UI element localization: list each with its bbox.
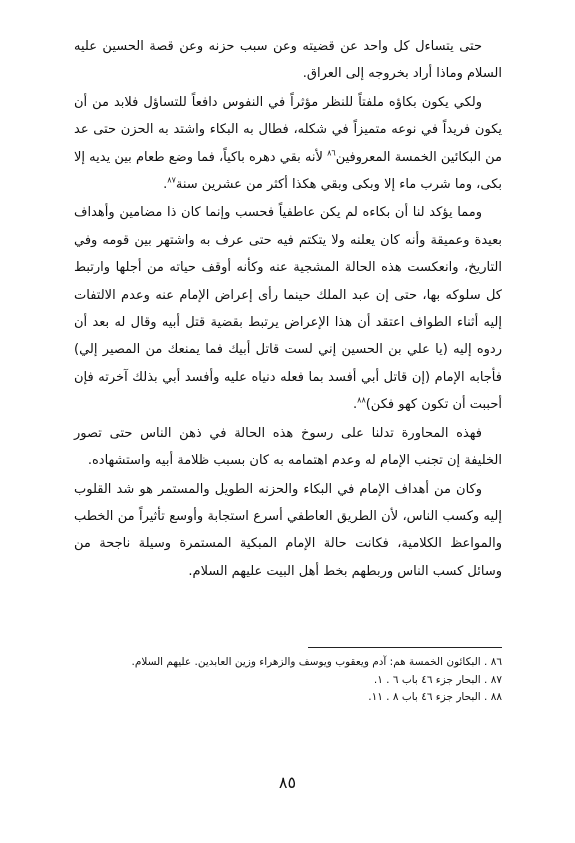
paragraph-5-text: وكان من أهداف الإمام في البكاء والحزنه الطويل والمستمر هو شد القلوب إليه وكسب الناس، لأن الطريق العاطفي أسرع استجابة وأوسع تأثيراً من الخطب والمواعظ الكلامية، فكانت حالة الإمام المبكية المستمرة وسيلة ناجحة من وسائل كسب الناس وربطهم بخط أهل البيت عليهم السلام. [74, 481, 502, 579]
paragraph-2-text-a: ولكي يكون بكاؤه ملفتاً للنظر مؤثراً في النفوس دافعاً للتساؤل فلابد من أن يكون فريداً في نوعه متميزاً في شكله، فطال به البكاء واشتد به الحزن حتى عد من البكائين الخمسة المعروفين [74, 94, 502, 165]
footnote-86: ٨٦ . البكائون الخمسة هم: آدم ويعقوب ويوسف والزهراء وزين العابدين. عليهم السلام. [131, 656, 502, 668]
footnote-separator [308, 647, 502, 648]
footnote-ref-86: ٨٦ [327, 148, 336, 158]
footnote-87: ٨٧ . البحار جزء ٤٦ باب ٦ . ١. [373, 673, 502, 686]
paragraph-3 [74, 199, 502, 418]
body-text [74, 33, 502, 585]
paragraph-5 [74, 476, 502, 586]
paragraph-2 [74, 89, 502, 199]
paragraph-1-text: حتى يتساءل كل واحد عن قضيته وعن سبب حزنه وعن قصة الحسين عليه السلام وماذا أراد بخروجه إلى العراق. [74, 39, 502, 82]
paragraph-4 [74, 420, 502, 475]
paragraph-2-text-b: لأنه بقي دهره باكياً، فما وضع طعام بين يديه إلا بكى، وما شرب ماء إلا وبكى وبقي هكذا أكثر من عشرين سنة [74, 149, 502, 193]
paragraph-2-text-c: . [163, 177, 168, 193]
paragraph-4-text: فهذه المحاورة تدلنا على رسوخ هذه الحالة في ذهن الناس حتى تصور الخليفة إن تجنب الإمام له وعدم اهتمامه به كان بسبب ظلامة أبيه واستشهاده. [74, 425, 502, 469]
paragraph-3-tail: . [353, 397, 358, 413]
footnote-ref-87: ٨٧ [167, 175, 176, 185]
paragraph-3-text: ومما يؤكد لنا أن بكاءه لم يكن عاطفياً فحسب وإنما كان ذا مضامين وأهداف بعيدة وعميقة وأنه كان يعلنه ولا يتكتم فيه حتى عرف به واشتهر بين قومه وفي التاريخ، وانعكست هذه الحالة المشجية عنه وكأنه أوقف حياته من أجلها وارتبط كل سلوكه بها، حتى إن عبد الملك حينما رأى إعراض الإمام عنه وعدم الالتفات إليه أثناء الطواف اعتقد أن هذا الإعراض يرتبط بقضية قتل أبيه وقال له بعد أن ردوه إليه (يا علي بن الحسين إني لست قاتل أبيك فما يمنعك من المصير إلي) فأجابه الإمام (إن قاتل أبي أفسد بما فعله دنياه عليه وأفسد أبي بذلك آخرته فإن أحببت أن تكون كهو فكن) [74, 205, 502, 413]
page-number: ٨٥ [278, 773, 297, 792]
footnote-88: ٨٨ . البحار جزء ٤٦ باب ٨ . ١١. [368, 691, 502, 703]
footnote-ref-88: ٨٨ [357, 395, 366, 405]
paragraph-1 [74, 33, 502, 88]
footnotes [74, 654, 502, 707]
